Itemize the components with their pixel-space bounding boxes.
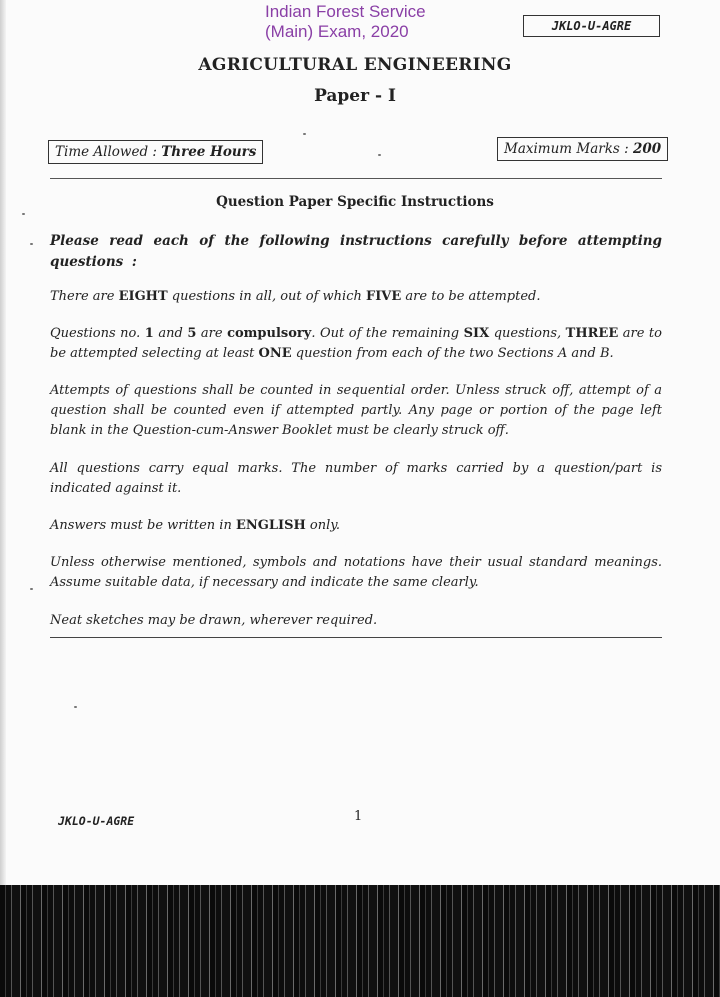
exam-stamp xyxy=(265,2,465,42)
instruction-language: Answers must be written in ENGLISH only. xyxy=(50,518,341,533)
scanner-bottom-edge xyxy=(0,885,720,997)
scan-speck xyxy=(378,154,381,156)
scan-speck xyxy=(303,133,306,135)
instruction-compulsory: Questions no. 1 and 5 are compulsory. Out of the remaining SIX questions, THREE are to be attempted selecting at least ONE question from each of the two Sections A and B. xyxy=(50,326,662,361)
stamp-line-1: Indian Forest Service xyxy=(265,2,426,21)
instruction-question-count: There are EIGHT questions in all, out of which FIVE are to be attempted. xyxy=(50,289,541,304)
divider-top xyxy=(50,178,662,179)
paper-title: Paper - I xyxy=(314,86,396,106)
paper-code-box: JKLO-U-AGRE xyxy=(523,15,660,37)
instruction-notation: Unless otherwise mentioned, symbols and notations have their usual standard meanings. Assume suitable data, if necessary and indicate the same clearly. xyxy=(50,555,662,590)
scan-left-edge xyxy=(0,0,6,885)
scan-speck xyxy=(30,243,33,245)
instruction-marks: All questions carry equal marks. The number of marks carried by a question/part is indicated against it. xyxy=(50,461,662,496)
subject-title: AGRICULTURAL ENGINEERING xyxy=(198,55,512,75)
scan-speck xyxy=(22,213,25,215)
time-allowed-value: Three Hours xyxy=(161,144,257,160)
page-number: 1 xyxy=(354,809,363,824)
scan-speck xyxy=(30,588,33,590)
instructions-heading: Question Paper Specific Instructions xyxy=(216,194,494,210)
max-marks-label: Maximum Marks : xyxy=(504,141,633,157)
max-marks-value: 200 xyxy=(632,141,662,157)
time-allowed-label: Time Allowed : xyxy=(55,144,162,160)
divider-bottom xyxy=(50,637,662,638)
stamp-line-2: (Main) Exam, 2020 xyxy=(265,22,409,41)
footer-paper-code: JKLO-U-AGRE xyxy=(58,814,135,828)
instruction-attempt-order: Attempts of questions shall be counted in sequential order. Unless struck off, attempt of a question shall be counted even if attempted partly. Any page or portion of the page left blank in the Question-cum-Answer Booklet must be clearly struck off. xyxy=(50,383,662,438)
time-allowed-box xyxy=(48,140,263,164)
instruction-sketches: Neat sketches may be drawn, wherever required. xyxy=(50,613,378,628)
scan-speck xyxy=(74,706,77,708)
instructions-lead: Please read each of the following instructions carefully before attempting questions : xyxy=(50,233,662,270)
max-marks-box xyxy=(497,137,668,161)
